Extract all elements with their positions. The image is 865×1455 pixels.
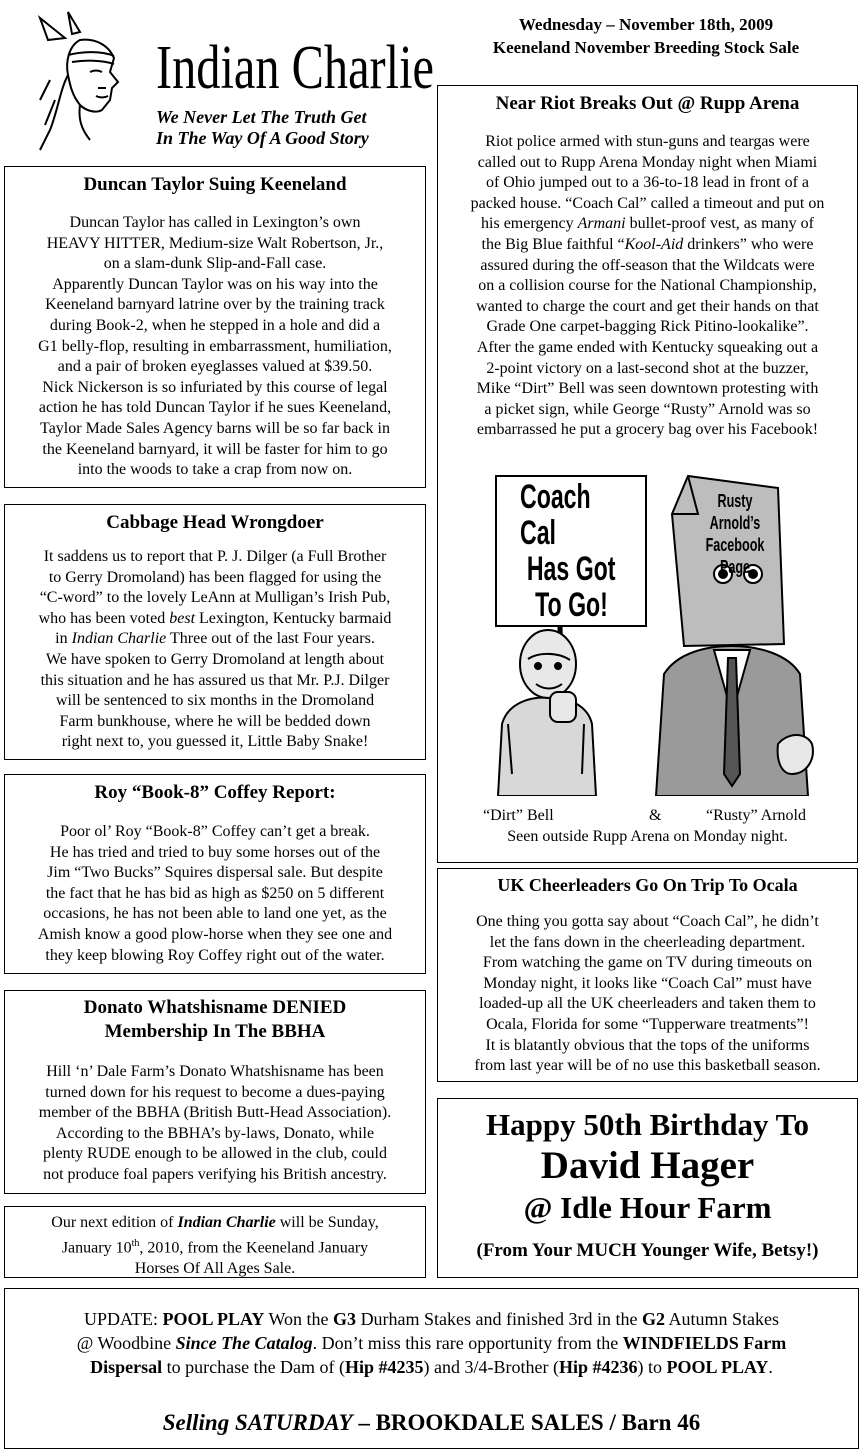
article-headline: Roy “Book-8” Coffey Report:	[94, 782, 336, 803]
bag-line-2: Facebook Page	[705, 535, 765, 577]
notice-line: January 10th, 2010, from the Keeneland January	[61, 1237, 369, 1256]
cartoon-caption-2: Seen outside Rupp Arena on Monday night.	[507, 828, 788, 845]
article-line: Mike “Dirt” Bell was seen downtown protesting with	[476, 380, 819, 398]
article-line: He has tried and tried to buy some horses out of the	[49, 843, 381, 861]
article-line: plenty RUDE enough to be allowed in the club, could	[43, 1145, 387, 1163]
next-edition-notice	[4, 1206, 426, 1278]
article-line: After the game ended with Kentucky squeaking out a	[476, 338, 819, 356]
article-line: Riot police armed with stun-guns and teargas were	[485, 133, 810, 150]
article-line: member of the BBHA (British Butt-Head Association).	[38, 1104, 392, 1122]
protest-sign	[496, 476, 646, 626]
article-line: and a pair of broken eyeglasses valued at $39.50.	[57, 358, 373, 376]
article-line: they keep blowing Roy Coffey right out of the water.	[45, 946, 385, 964]
indian-head-icon	[10, 10, 150, 160]
article-line: action he has told Duncan Taylor if he sues Keeneland,	[38, 399, 392, 417]
article-line: let the fans down in the cheerleading department.	[489, 933, 806, 951]
article-line: Keeneland barnyard latrine over by the training track	[45, 296, 385, 314]
article-line: Monday night, it looks like “Coach Cal” must have	[483, 974, 812, 992]
notice-line: Horses Of All Ages Sale.	[134, 1259, 296, 1277]
article-line: According to the BBHA’s by-laws, Donato, while	[55, 1124, 375, 1142]
ad-body	[5, 1307, 858, 1379]
issue-date: Wednesday – November 18th, 2009	[518, 15, 774, 34]
caption-amp: &	[649, 807, 662, 824]
article-line: embarrassed he put a grocery bag over his Facebook!	[476, 421, 819, 439]
caption-right: “Rusty” Arnold	[706, 807, 806, 824]
article-line: into the woods to take a crap from now on.	[77, 461, 353, 479]
masthead-logo-illustration	[10, 10, 150, 160]
article-line: not produce foal papers verifying his British ancestry.	[43, 1165, 387, 1183]
masthead-tagline-1: We Never Let The Truth Get	[156, 107, 367, 127]
article-cabbage-head	[4, 504, 426, 760]
pool-play-advertisement	[4, 1288, 859, 1449]
caption-left: “Dirt” Bell	[483, 807, 554, 824]
article-line: From watching the game on TV during timeouts on	[482, 954, 813, 972]
article-roy-coffey	[4, 774, 426, 974]
article-line: Taylor Made Sales Agency barns will be so far back in	[40, 419, 390, 437]
article-duncan-taylor	[4, 166, 426, 488]
grocery-bag-label	[688, 490, 782, 578]
article-line: Nick Nickerson is so infuriated by this course of legal	[42, 378, 388, 396]
ad-line-1: UPDATE: POOL PLAY Won the G3 Durham Stakes and finished 3rd in the G2 Autumn Stakes	[83, 1309, 780, 1329]
article-line: of Ohio jumped out to a 36-to-18 lead in front of a	[485, 174, 810, 192]
article-line: his emergency Armani bullet-proof vest, as many of	[481, 215, 814, 233]
article-line: Grade One carpet-bagging Rick Pitino-lookalike”.	[486, 318, 809, 336]
article-line: Apparently Duncan Taylor was on his way into the	[52, 275, 378, 293]
article-line: It is blatantly obvious that the tops of the uniforms	[485, 1036, 810, 1054]
sign-line-1: Coach Cal	[520, 478, 591, 552]
article-line: called out to Rupp Arena Monday night when Miami	[477, 153, 818, 171]
article-line: Ocala, Florida for some “Tupperware treatments”!	[486, 1015, 809, 1033]
article-headline: Duncan Taylor Suing Keeneland	[83, 174, 347, 195]
notice-line: Our next edition of Indian Charlie will be Sunday,	[51, 1214, 379, 1231]
birthday-farm: @ Idle Hour Farm	[523, 1190, 772, 1225]
article-uk-cheerleaders	[437, 868, 858, 1082]
article-line: a picket sign, while George “Rusty” Arnold was so	[484, 400, 811, 418]
ad-line-3: Dispersal to purchase the Dam of (Hip #4235) and 3/4-Brother (Hip #4236) to POOL PLAY.	[90, 1357, 773, 1377]
article-line: We have spoken to Gerry Dromoland at length about	[45, 650, 385, 668]
article-line: to Gerry Dromoland) has been flagged for using the	[48, 568, 382, 586]
sign-line-2: Has Got	[526, 550, 616, 588]
issue-event: Keeneland November Breeding Stock Sale	[492, 38, 800, 57]
article-line: assured during the off-season that the Wildcats were	[480, 256, 815, 274]
birthday-announcement	[437, 1098, 858, 1278]
sign-line-3: To Go!	[534, 586, 608, 624]
article-line: turned down for his request to become a dues-paying	[45, 1083, 385, 1101]
article-line: on a collision course for the National Championship,	[478, 277, 817, 295]
article-line: It saddens us to report that P. J. Dilger (a Full Brother	[43, 548, 387, 565]
article-line: Amish know a good plow-horse when they see one and	[37, 925, 393, 943]
article-line: the Big Blue faithful “Kool-Aid drinkers” who were	[481, 235, 814, 253]
article-line: occasions, he has not been able to land one yet, as the	[43, 905, 387, 923]
article-line: wanted to charge the court and get their hands on that	[476, 297, 819, 315]
article-donato	[4, 990, 426, 1194]
article-line: packed house. “Coach Cal” called a timeout and put on	[470, 194, 825, 212]
birthday-line-1: Happy 50th Birthday To	[485, 1107, 810, 1142]
article-body	[5, 822, 425, 966]
article-line: right next to, you guessed it, Little Baby Snake!	[61, 733, 369, 751]
article-line: HEAVY HITTER, Medium-size Walt Robertson, Jr.,	[46, 234, 384, 252]
article-line: will be sentenced to six months in the Dromoland	[55, 692, 375, 710]
notice-body	[5, 1213, 425, 1279]
article-headline: Near Riot Breaks Out @ Rupp Arena	[495, 93, 800, 114]
article-line: who has been voted best Lexington, Kentucky barmaid	[38, 609, 392, 627]
birthday-from: (From Your MUCH Younger Wife, Betsy!)	[476, 1240, 819, 1261]
article-line: G1 belly-flop, resulting in embarrassment, humiliation,	[38, 337, 392, 355]
article-line: loaded-up all the UK cheerleaders and taken them to	[479, 995, 816, 1013]
article-line: Jim “Two Bucks” Squires dispersal sale. But despite	[47, 864, 383, 882]
article-line: on a slam-dunk Slip-and-Fall case.	[103, 255, 327, 273]
article-line: “C-word” to the lovely LeAnn at Mulligan’s Irish Pub,	[39, 589, 391, 607]
article-body	[5, 1062, 425, 1186]
ad-selling-line: Selling SATURDAY – BROOKDALE SALES / Barn 46	[162, 1410, 701, 1435]
article-headline-2: Membership In The BBHA	[104, 1021, 326, 1042]
article-line: in Indian Charlie Three out of the last Four years.	[55, 630, 375, 648]
article-line: Farm bunkhouse, where he will be bedded down	[59, 712, 371, 730]
article-line: 2-point victory on a last-second shot at the buzzer,	[486, 359, 809, 377]
article-line: Duncan Taylor has called in Lexington’s own	[69, 214, 361, 231]
article-line: from last year will be of no use this basketball season.	[474, 1057, 821, 1075]
article-headline: UK Cheerleaders Go On Trip To Ocala	[497, 875, 798, 895]
article-line: Poor ol’ Roy “Book-8” Coffey can’t get a break.	[60, 823, 370, 840]
article-line: Hill ‘n’ Dale Farm’s Donato Whatshisname has been	[46, 1063, 384, 1080]
article-riot-rupp-arena	[437, 85, 858, 863]
article-headline: Cabbage Head Wrongdoer	[106, 512, 324, 533]
birthday-name: David Hager	[540, 1144, 755, 1187]
masthead-title: Indian Charlie	[156, 34, 434, 102]
article-body	[438, 912, 857, 1077]
article-line: during Book-2, when he stepped in a hole and did a	[49, 316, 381, 334]
article-headline-1: Donato Whatshisname DENIED	[83, 997, 347, 1018]
masthead-tagline-2: In The Way Of A Good Story	[156, 128, 369, 148]
ad-line-2: @ Woodbine Since The Catalog. Don’t miss this rare opportunity from the WINDFIELDS Farm	[76, 1333, 787, 1353]
bag-line-1: Rusty Arnold’s	[709, 491, 761, 533]
article-line: One thing you gotta say about “Coach Cal”, he didn’t	[476, 913, 819, 930]
article-body	[5, 547, 425, 753]
article-body	[438, 132, 857, 441]
article-line: this situation and he has assured us that Mr. P.J. Dilger	[40, 671, 390, 689]
article-body	[5, 213, 425, 481]
article-line: the fact that he has bid as high as $250 on 5 different	[45, 884, 385, 902]
article-line: the Keeneland barnyard, it will be faster for him to go	[42, 440, 388, 458]
cartoon-illustration	[488, 474, 838, 796]
